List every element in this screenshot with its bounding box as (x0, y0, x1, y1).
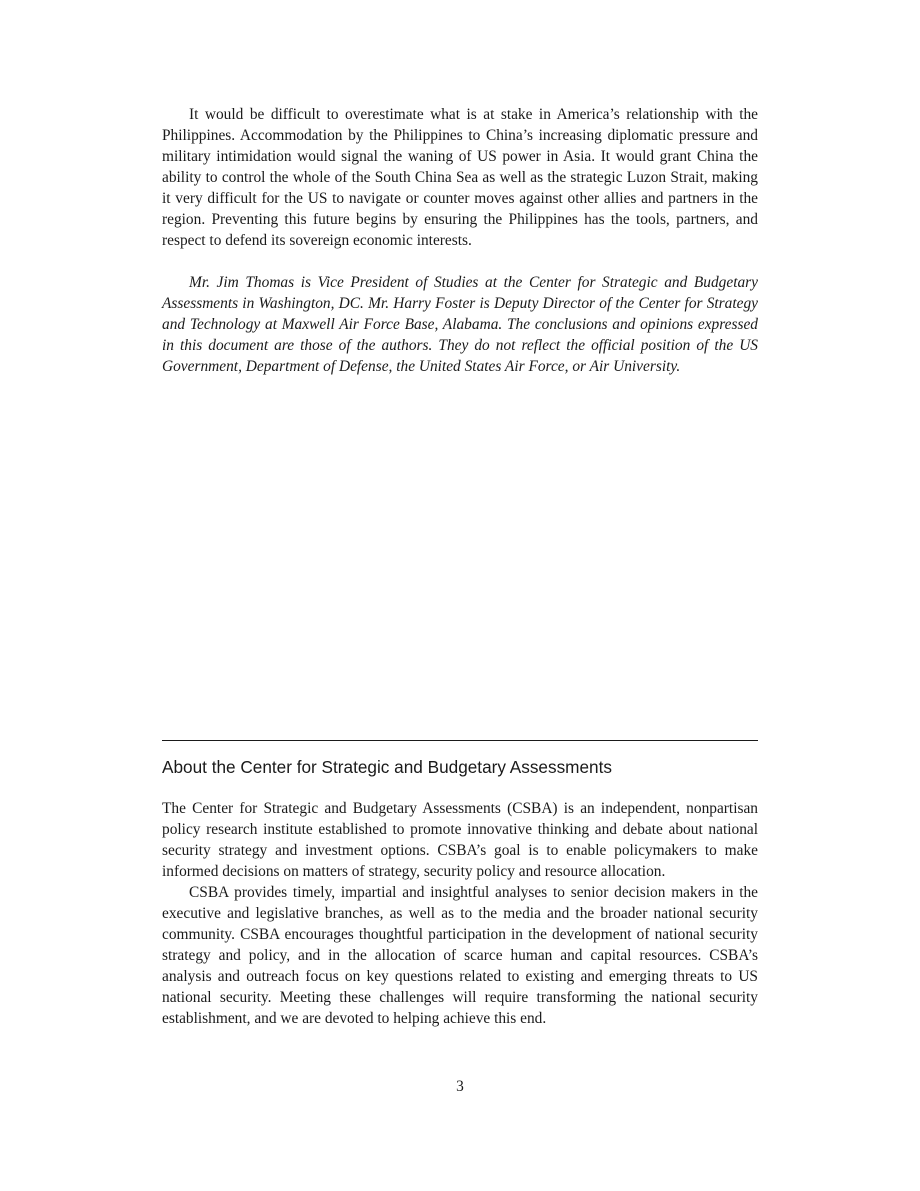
about-paragraph-1: The Center for Strategic and Budgetary Assessments (CSBA) is an independent, nonpartisan policy research institute established to promote innovative thinking and debate about national security strategy and investment options. CSBA’s goal is to enable policymakers to make informed decisions on matters of strategy, security policy and resource allocation. (162, 800, 758, 880)
about-heading: About the Center for Strategic and Budgetary Assessments (162, 757, 612, 777)
section-divider (162, 740, 758, 741)
body-paragraph: It would be difficult to overestimate what is at stake in America’s relationship with the Philippines. Accommodation by the Philippines to China’s increasing diplomatic pressure and military intimidation would signal the waning of US power in Asia. It would grant China the ability to control the whole of the South China Sea as well as the strategic Luzon Strait, making it very difficult for the US to navigate or counter moves against other allies and partners in the region. Preventing this future begins by ensuring the Philippines has the tools, partners, and respect to defend its sovereign economic interests. (162, 106, 758, 249)
page-number: 3 (456, 1078, 464, 1095)
author-note: Mr. Jim Thomas is Vice President of Studies at the Center for Strategic and Budgetary Assessments in Washington, DC. Mr. Harry Foster is Deputy Director of the Center for Strategy and Technology at Maxwell Air Force Base, Alabama. The conclusions and opinions expressed in this document are those of the authors. They do not reflect the official position of the US Government, Department of Defense, the United States Air Force, or Air University. (162, 274, 758, 375)
about-paragraph-2: CSBA provides timely, impartial and insightful analyses to senior decision makers in the executive and legislative branches, as well as to the media and the broader national security community. CSBA encourages thoughtful participation in the development of national security strategy and policy, and in the allocation of scarce human and capital resources. CSBA’s analysis and outreach focus on key questions related to existing and emerging threats to US national security. Meeting these challenges will require transforming the national security establishment, and we are devoted to helping achieve this end. (162, 884, 758, 1027)
